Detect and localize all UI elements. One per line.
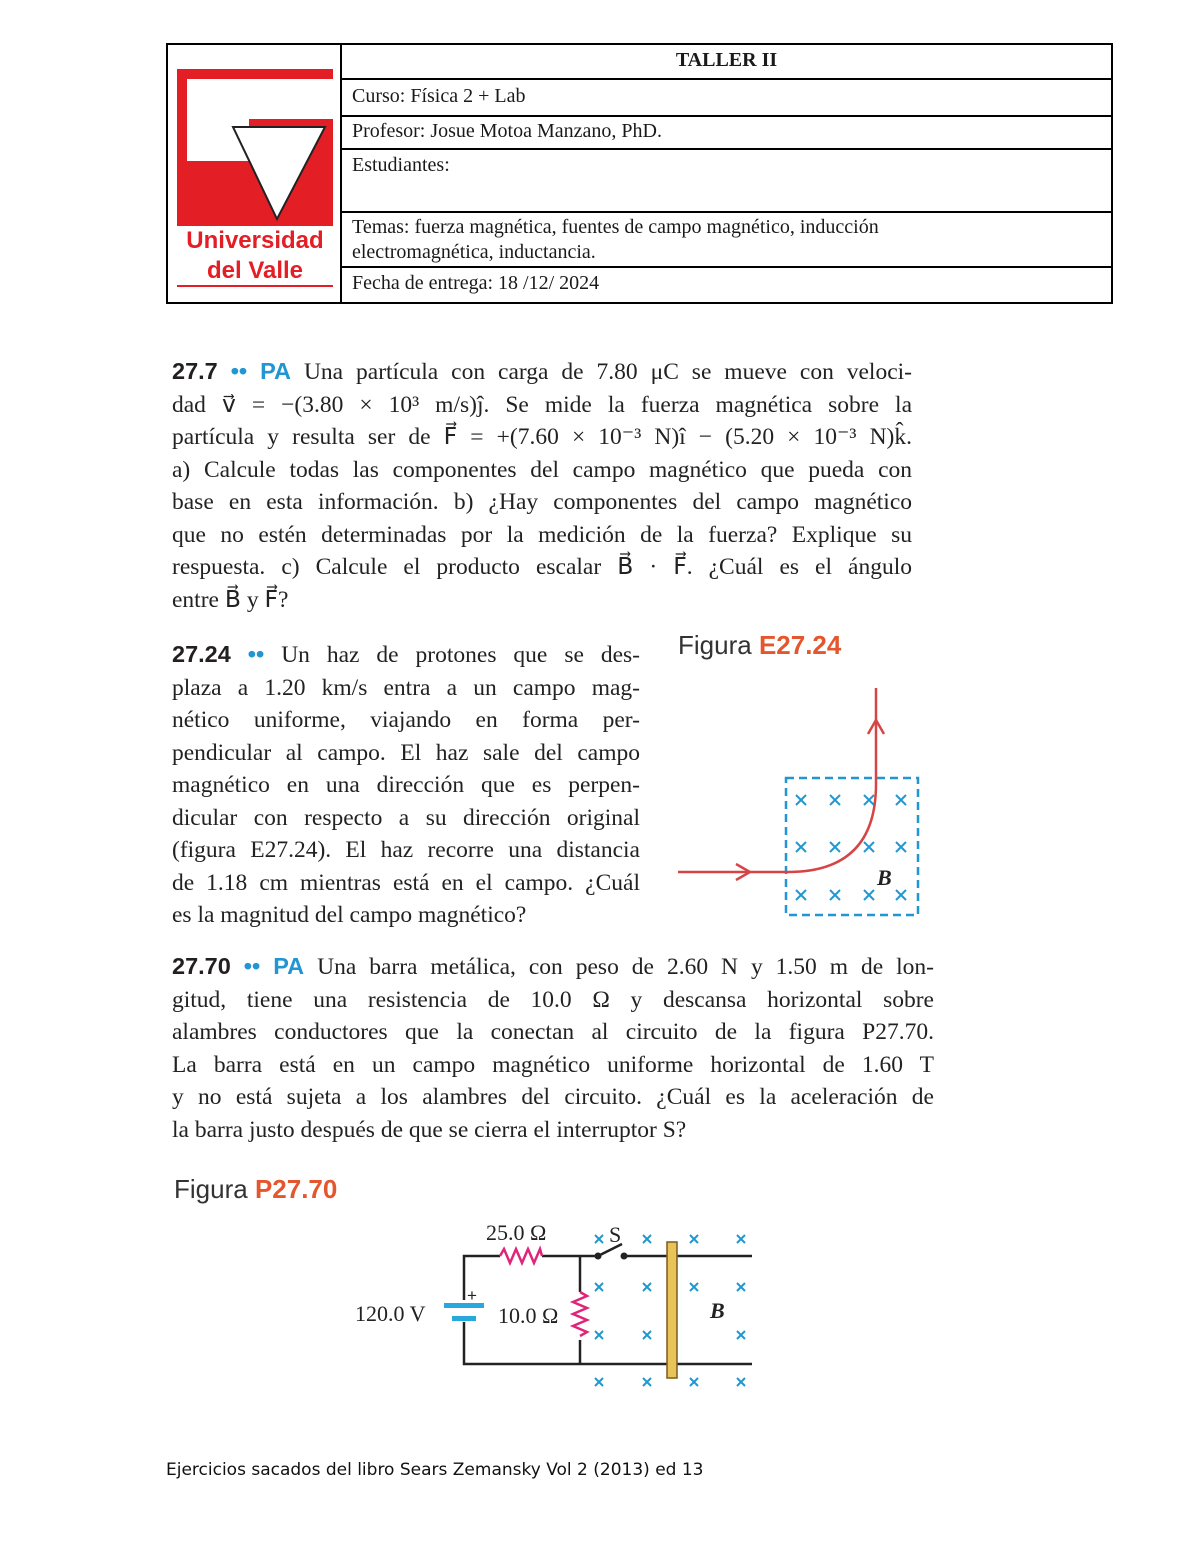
topics-line-1: Temas: fuerza magnética, fuentes de campo magnético, inducción	[352, 216, 879, 238]
problem-text-line: pendicular al campo. El haz sale del campo	[172, 739, 640, 766]
logo-underline	[177, 285, 333, 287]
problem-text-line: La barra está en un campo magnético uniforme horizontal de 1.60 T	[172, 1051, 934, 1078]
figure-number: E27.24	[758, 630, 842, 660]
figure-label-e27-24	[678, 630, 841, 661]
switch-label: S	[609, 1222, 622, 1247]
worksheet-title: TALLER II	[342, 45, 1111, 80]
problem-text-line: respuesta. c) Calcule el producto escalar B⃗ · F⃗. ¿Cuál es el ángulo	[172, 554, 912, 580]
problem-text-line: (figura E27.24). El haz recorre una distancia	[172, 837, 640, 863]
problem-27-24	[172, 638, 640, 932]
figure-label-p27-70	[174, 1174, 337, 1205]
due-date-field: Fecha de entrega: 18 /12/ 2024	[352, 272, 600, 294]
topics-line-2: electromagnética, inductancia.	[352, 241, 596, 263]
logo-text-line1: Universidad	[186, 227, 324, 254]
problem-number: 27.70	[172, 953, 231, 979]
problem-text-line: magnético en una dirección que es perpen-	[172, 772, 640, 798]
problem-text-line: nético uniforme, viajando en forma per-	[172, 707, 640, 733]
topics-field	[342, 213, 1111, 268]
difficulty-dots: ••	[247, 641, 265, 667]
battery-plus-label: +	[467, 1286, 477, 1305]
figure-number: P27.70	[254, 1174, 338, 1204]
header-table	[166, 43, 1113, 304]
problem-text-line: a) Calcule todas las componentes del campo magnético que pueda con	[172, 456, 912, 483]
logo-cell	[168, 45, 342, 302]
problem-text-line: base en esta información. b) ¿Hay componentes del campo magnético	[172, 489, 912, 515]
students-field: Estudiantes:	[342, 150, 1111, 213]
battery-icon	[444, 1303, 484, 1321]
metal-bar	[667, 1242, 677, 1378]
source-footnote: Ejercicios sacados del libro Sears Zemansky Vol 2 (2013) ed 13	[166, 1460, 704, 1480]
resistor-25-label: 25.0 Ω	[486, 1220, 547, 1245]
problem-text-line: Una barra metálica, con peso de 2.60 N y 1.50 m de lon-	[317, 954, 935, 980]
figure-e27-24-diagram	[670, 680, 930, 925]
logo-text-line2: del Valle	[206, 257, 304, 284]
problem-text-line: entre B⃗ y F⃗?	[172, 586, 289, 613]
pa-tag: PA	[260, 358, 291, 384]
problem-27-70	[172, 950, 934, 1146]
difficulty-dots: ••	[243, 953, 261, 979]
problem-text-line: la barra justo después de que se cierra el interruptor S?	[172, 1116, 687, 1143]
problem-text-line: y no está sujeta a los alambres del circuito. ¿Cuál es la aceleración de	[172, 1084, 934, 1110]
voltage-label: 120.0 V	[355, 1301, 426, 1326]
problem-number: 27.7	[172, 358, 218, 384]
problem-text-line: es la magnitud del campo magnético?	[172, 902, 527, 928]
problem-text-line: dicular con respecto a su dirección original	[172, 804, 640, 831]
problem-27-7	[172, 355, 912, 616]
pa-tag: PA	[273, 953, 305, 979]
course-field: Curso: Física 2 + Lab	[342, 80, 1111, 117]
proton-beam-path	[678, 688, 876, 872]
figure-prefix: Figura	[678, 630, 752, 660]
problem-text-line: que no estén determinadas por la medición de la fuerza? Explique su	[172, 521, 912, 548]
figure-p27-70-circuit	[350, 1210, 770, 1400]
problem-text-line: gitud, tiene una resistencia de 10.0 Ω y descansa horizontal sobre	[172, 986, 934, 1013]
professor-field: Profesor: Josue Motoa Manzano, PhD.	[342, 117, 1111, 150]
problem-text-line: partícula y resulta ser de F⃗ = +(7.60 × 10⁻³ N)î − (5.20 × 10⁻³ N)k̂.	[172, 424, 912, 450]
problem-number: 27.24	[172, 641, 231, 667]
field-label-b: B⃗	[877, 865, 909, 890]
university-logo	[177, 69, 333, 226]
problem-text-line: dad v⃗ = −(3.80 × 10³ m/s)ĵ. Se mide la fuerza magnética sobre la	[172, 391, 912, 418]
problem-text-line: de 1.18 cm mientras está en el campo. ¿Cuál	[172, 869, 640, 896]
problem-text-line: Una partícula con carga de 7.80 μC se mueve con veloci-	[303, 359, 912, 385]
problem-text-line: alambres conductores que la conectan al circuito de la figura P27.70.	[172, 1019, 934, 1045]
field-label-b: B⃗	[710, 1298, 742, 1323]
problem-text-line: Un haz de protones que se des-	[281, 642, 640, 668]
logo-emblem-icon	[177, 69, 333, 226]
resistor-25-icon	[500, 1249, 542, 1263]
resistor-10-icon	[573, 1292, 587, 1336]
figure-prefix: Figura	[174, 1174, 248, 1204]
resistor-10-label: 10.0 Ω	[498, 1303, 559, 1328]
difficulty-dots: ••	[230, 358, 248, 384]
problem-text-line: plaza a 1.20 km/s entra a un campo mag-	[172, 674, 640, 701]
